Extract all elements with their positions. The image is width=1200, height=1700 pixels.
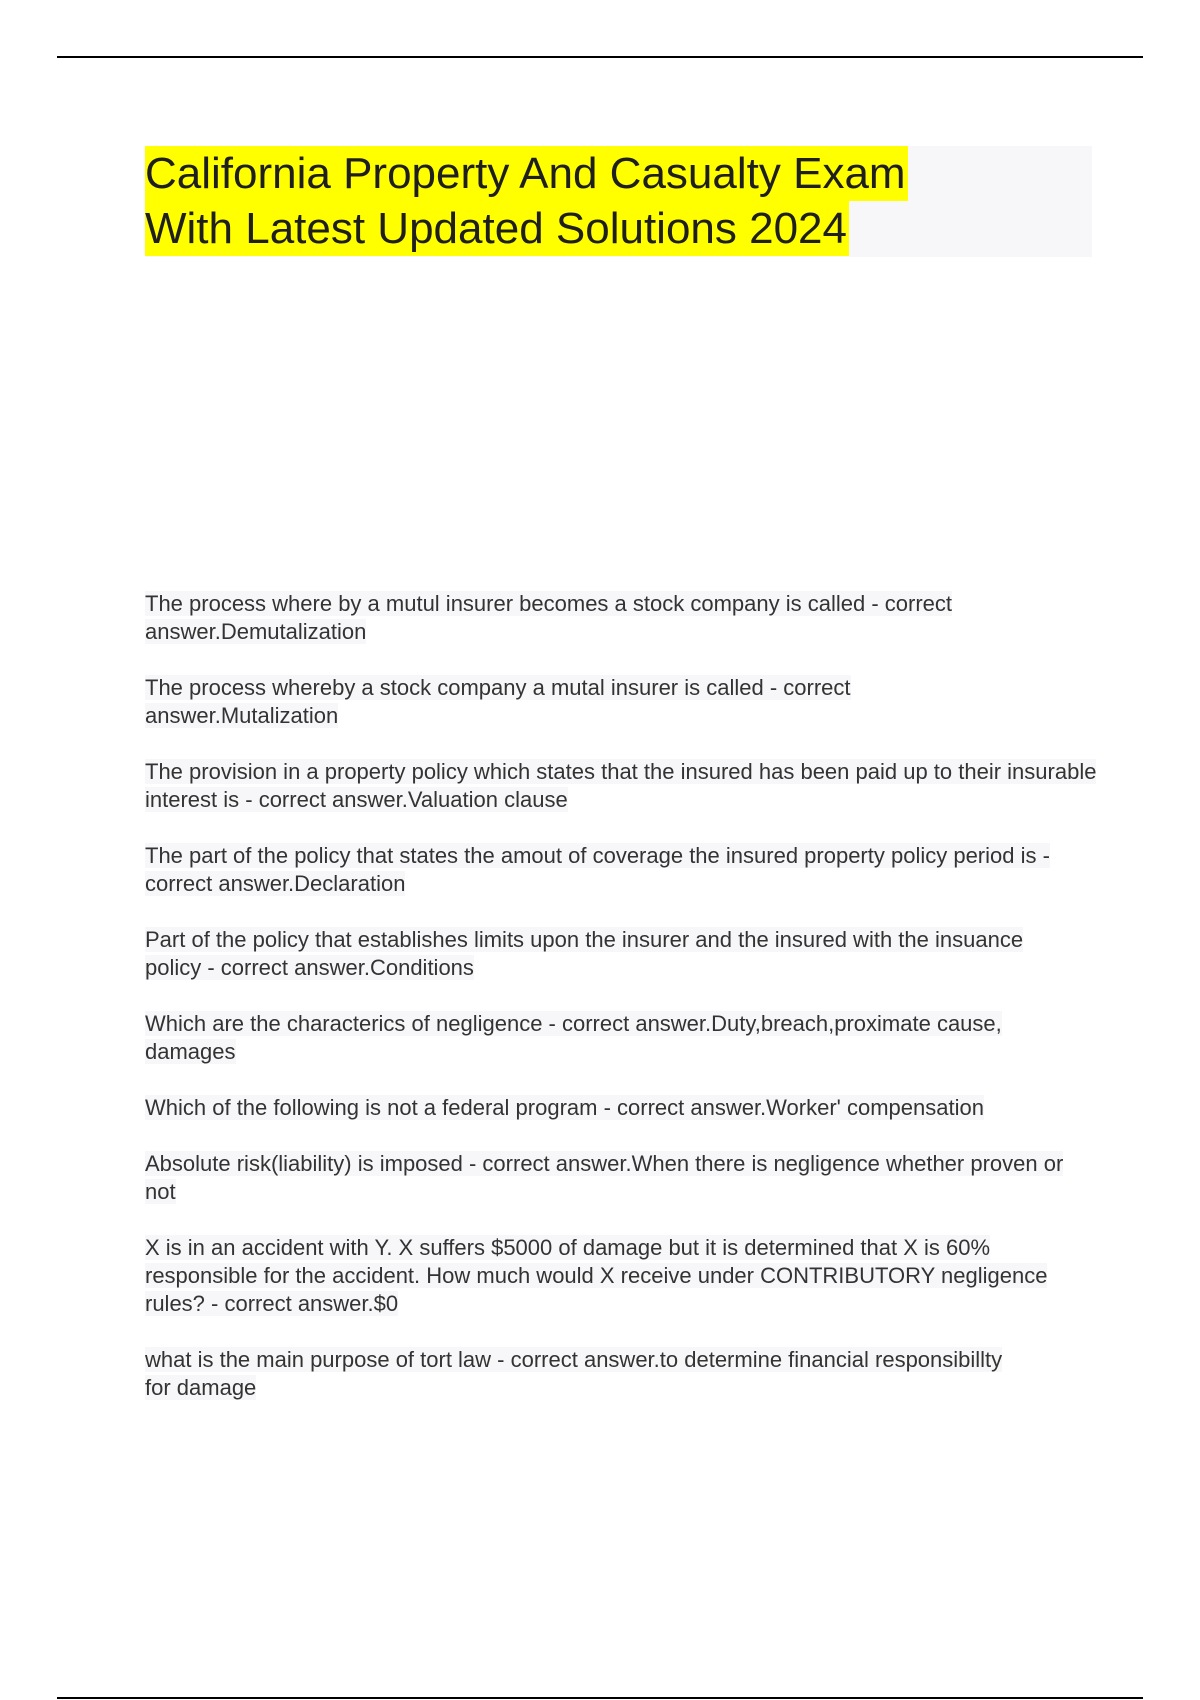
qa-item: [145, 674, 965, 730]
qa-text: Which are the characterics of negligence - correct answer.Duty,breach,proximate cause, damages: [145, 1011, 1002, 1064]
qa-text: The provision in a property policy which states that the insured has been paid up to their insurable interest is - correct answer.Valuation clause: [145, 759, 1097, 812]
qa-item: [145, 1094, 1105, 1122]
qa-item: [145, 1150, 1065, 1206]
qa-item: [145, 758, 1105, 814]
bottom-rule: [57, 1697, 1143, 1699]
qa-item: [145, 1234, 1105, 1318]
qa-text: The process where by a mutul insurer becomes a stock company is called - correct answer.Demutalization: [145, 591, 952, 644]
qa-text: Part of the policy that establishes limits upon the insurer and the insured with the insuance policy - correct answer.Conditions: [145, 927, 1024, 980]
qa-item: [145, 590, 1045, 646]
top-rule: [57, 56, 1143, 58]
qa-item: [145, 926, 1055, 982]
document-title: [145, 146, 1092, 257]
qa-item: [145, 842, 1055, 898]
qa-item: [145, 1346, 1005, 1402]
title-line-1: California Property And Casualty Exam: [145, 146, 908, 201]
qa-text: The process whereby a stock company a mutal insurer is called - correct answer.Mutalization: [145, 675, 851, 728]
qa-list: [145, 590, 1105, 1430]
qa-item: [145, 1010, 1045, 1066]
qa-text: Absolute risk(liability) is imposed - correct answer.When there is negligence whether proven or not: [145, 1151, 1064, 1204]
qa-text: Which of the following is not a federal program - correct answer.Worker' compensation: [145, 1095, 984, 1120]
qa-text: X is in an accident with Y. X suffers $5000 of damage but it is determined that X is 60% responsible for the accident. How much would X receive under CONTRIBUTORY negligence rules? - correct answer.$0: [145, 1235, 1048, 1316]
qa-text: what is the main purpose of tort law - correct answer.to determine financial responsibillty for damage: [145, 1347, 1003, 1400]
title-line-2: With Latest Updated Solutions 2024: [145, 201, 849, 256]
qa-text: The part of the policy that states the amout of coverage the insured property policy period is - correct answer.Declaration: [145, 843, 1050, 896]
